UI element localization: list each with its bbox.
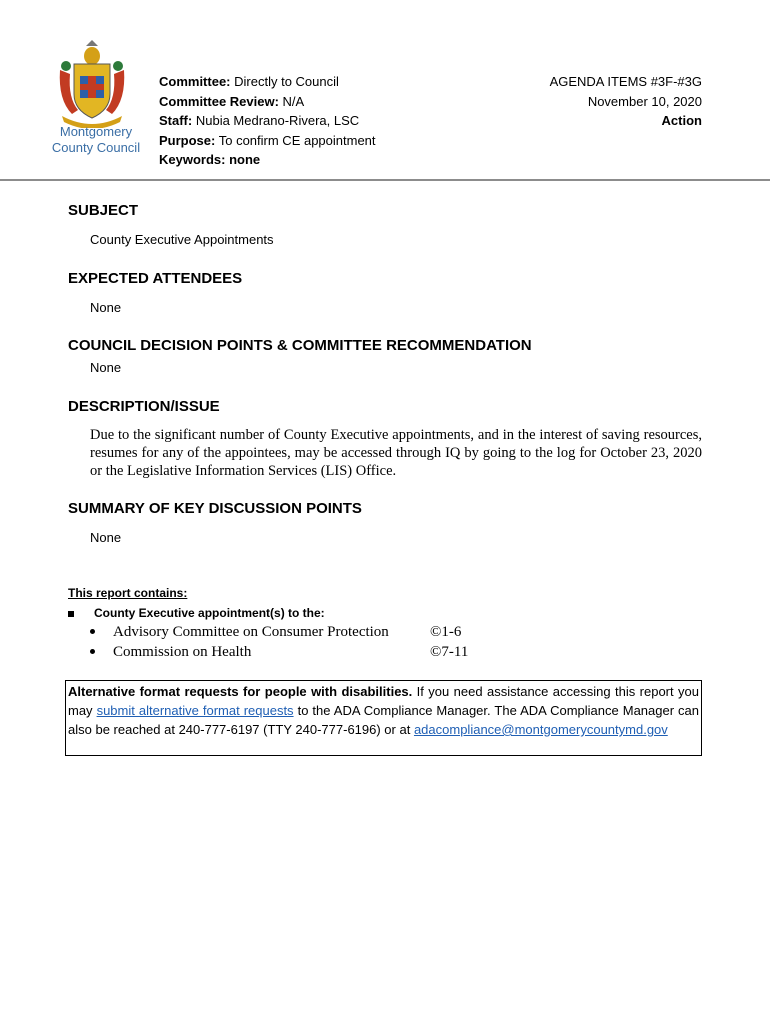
list-item [90,642,490,662]
list-item-pages: ©1-6 [430,624,462,640]
ada-email-link[interactable]: adacompliance@montgomerycountymd.gov [413,722,668,737]
meta-keywords: Keywords: none [159,152,261,167]
agenda-block [550,72,702,131]
agenda-action: Action [661,113,702,128]
attendees-heading: EXPECTED ATTENDEES [68,270,243,287]
description-text: Due to the significant number of County Executive appointments, and in the interest of saving resources, resumes for any of the appointees, may be accessed through IQ by going to the log for October 23, 2020 or the Legislative Information Services (LIS) Office. [90,427,702,479]
council-name [40,124,152,156]
list-item [90,622,490,642]
agenda-date: November 10, 2020 [587,93,702,109]
ada-intro: Alternative format requests for people with disabilities. [68,684,413,699]
bullet-icon [90,649,95,654]
meta-block [159,72,376,170]
appointment-list [90,622,490,662]
attendees-text: None [90,300,122,315]
list-item-label: Advisory Committee on Consumer Protection [113,624,389,640]
council-name-line1: Montgomery [59,124,133,139]
summary-heading: SUMMARY OF KEY DISCUSSION POINTS [68,500,362,517]
square-bullet-icon [68,611,74,617]
meta-purpose: Purpose: To confirm CE appointment [159,132,376,148]
description-heading: DESCRIPTION/ISSUE [68,398,220,415]
document-header [0,0,770,180]
report-contents-title: This report contains: [68,586,188,600]
county-seal-icon [52,40,132,128]
header-divider [0,179,770,181]
agenda-items: AGENDA ITEMS #3F-#3G [549,74,702,89]
list-item-pages: ©7-11 [430,644,469,660]
bullet-icon [90,629,95,634]
ada-notice [65,680,702,756]
report-sub-item: County Executive appointment(s) to the: [68,606,325,620]
alternative-format-link[interactable]: submit alternative format requests [96,703,294,718]
meta-review: Committee Review: N/A [159,93,305,109]
council-name-line2: County Council [51,140,141,155]
summary-text: None [90,530,122,545]
decision-heading: COUNCIL DECISION POINTS & COMMITTEE RECOMMENDATION [68,337,532,354]
meta-staff: Staff: Nubia Medrano-Rivera, LSC [159,113,360,128]
list-item-label: Commission on Health [113,644,252,660]
subject-text: County Executive Appointments [90,232,274,247]
subject-heading: SUBJECT [68,202,139,219]
ada-text1: If you need assistance accessing this report you may [68,684,699,718]
meta-committee: Committee: Directly to Council [159,74,339,89]
decision-text: None [90,360,122,375]
ada-text2: to the ADA Compliance Manager. The ADA Compliance Manager can also be reached at 240-777-6197 (TTY 240-777-6196) or at [68,703,700,737]
